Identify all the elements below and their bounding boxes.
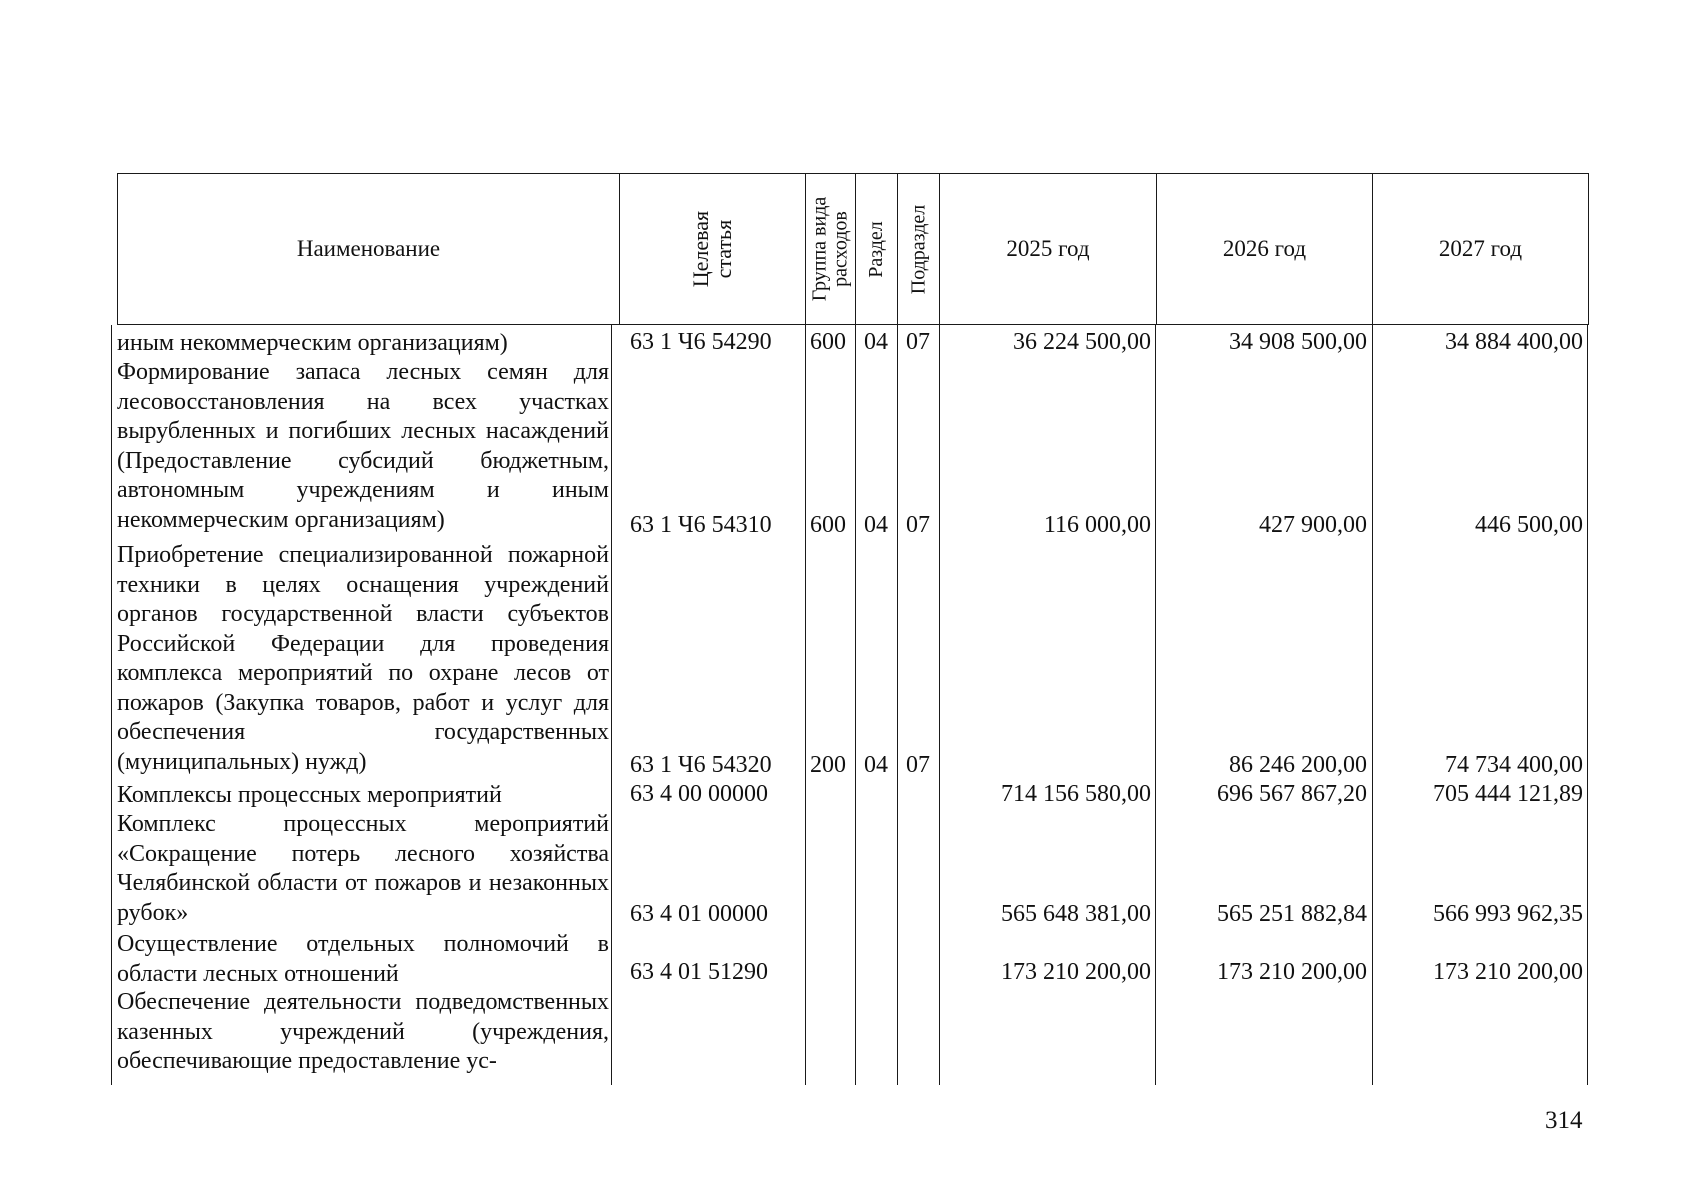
row-code: 63 4 01 51290 xyxy=(630,959,768,985)
row-name: Формирование запаса лесных семян для лесовосстановления на всех участках вырубленных и погибших лесных насаждений (Предоставление субсидий бюджетным, автономным учреждениям и иным некоммерческим организациям) xyxy=(117,359,609,533)
row-name: Обеспечение деятельности подведомственных казенных учреждений (учреждения, обеспечивающие предоставление ус- xyxy=(117,989,609,1074)
row-name: Комплексы процессных мероприятий xyxy=(117,782,502,808)
column-line xyxy=(897,325,898,1085)
header-subsection-label: Подраздел xyxy=(907,204,929,294)
row-2025: 116 000,00 xyxy=(1043,512,1151,538)
row-2026: 34 908 500,00 xyxy=(1229,329,1367,355)
row-2025: 565 648 381,00 xyxy=(1001,901,1151,927)
column-line xyxy=(111,325,112,1085)
row-subsection: 07 xyxy=(906,329,930,355)
row-2027: 74 734 400,00 xyxy=(1445,752,1583,778)
header-expense-group xyxy=(806,174,856,324)
row-group: 600 xyxy=(810,329,846,355)
column-line xyxy=(1155,325,1156,1085)
row-2026: 565 251 882,84 xyxy=(1217,901,1367,927)
row-code: 63 1 Ч6 54290 xyxy=(630,329,772,355)
row-2027: 705 444 121,89 xyxy=(1433,781,1583,807)
row-2027: 173 210 200,00 xyxy=(1433,959,1583,985)
row-2027: 34 884 400,00 xyxy=(1445,329,1583,355)
row-subsection: 07 xyxy=(906,512,930,538)
column-line xyxy=(1587,325,1588,1085)
header-target-line1: Целевая xyxy=(688,210,714,288)
header-2027-label: 2027 год xyxy=(1438,236,1523,261)
header-name-label: Наименование xyxy=(296,236,441,261)
header-2025-label: 2025 год xyxy=(1006,236,1090,261)
row-2025: 714 156 580,00 xyxy=(1001,781,1151,807)
row-code: 63 1 Ч6 54310 xyxy=(630,512,772,538)
row-group: 600 xyxy=(810,512,846,538)
header-2025 xyxy=(940,174,1157,324)
column-line xyxy=(805,325,806,1085)
header-2026-label: 2026 год xyxy=(1222,236,1307,261)
row-2025: 173 210 200,00 xyxy=(1001,959,1151,985)
column-line xyxy=(939,325,940,1085)
row-section: 04 xyxy=(864,752,888,778)
row-2026: 173 210 200,00 xyxy=(1217,959,1367,985)
column-line xyxy=(611,325,612,1085)
row-name: Комплекс процессных мероприятий «Сокращение потерь лесного хозяйства Челябинской области от пожаров и незаконных рубок» xyxy=(117,811,609,926)
column-line xyxy=(1372,325,1373,1085)
column-line xyxy=(855,325,856,1085)
row-2026: 86 246 200,00 xyxy=(1229,752,1367,778)
header-subsection xyxy=(898,174,940,324)
row-code: 63 1 Ч6 54320 xyxy=(630,752,772,778)
header-group-line2: расходов xyxy=(829,211,852,287)
row-code: 63 4 01 00000 xyxy=(630,901,768,927)
row-2027: 446 500,00 xyxy=(1475,512,1583,538)
header-target-line2: статья xyxy=(711,219,737,279)
row-2027: 566 993 962,35 xyxy=(1433,901,1583,927)
row-2026: 696 567 867,20 xyxy=(1217,781,1367,807)
header-2027 xyxy=(1373,174,1588,324)
table-header xyxy=(117,173,1589,325)
row-section: 04 xyxy=(864,512,888,538)
row-name: Приобретение специализированной пожарной техники в целях оснащения учреждений органов государственной власти субъектов Российской Федерации для проведения комплекса мероприятий по охране лесов от пожаров (Закупка товаров, работ и услуг для обеспечения государственных (муниципальных) нужд) xyxy=(117,542,609,775)
row-subsection: 07 xyxy=(906,752,930,778)
header-name xyxy=(118,174,620,324)
header-target-article xyxy=(620,174,806,324)
row-section: 04 xyxy=(864,329,888,355)
row-code: 63 4 00 00000 xyxy=(630,781,768,807)
page-number: 314 xyxy=(1545,1107,1583,1134)
header-section xyxy=(856,174,898,324)
row-name: иным некоммерческим организациям) xyxy=(117,330,508,356)
header-2026 xyxy=(1157,174,1373,324)
row-group: 200 xyxy=(810,752,846,778)
header-group-line1: Группа вида xyxy=(808,196,831,302)
header-section-label: Раздел xyxy=(865,220,888,278)
row-2025: 36 224 500,00 xyxy=(1013,329,1151,355)
row-name: Осуществление отдельных полномочий в области лесных отношений xyxy=(117,931,609,987)
row-2026: 427 900,00 xyxy=(1259,512,1367,538)
